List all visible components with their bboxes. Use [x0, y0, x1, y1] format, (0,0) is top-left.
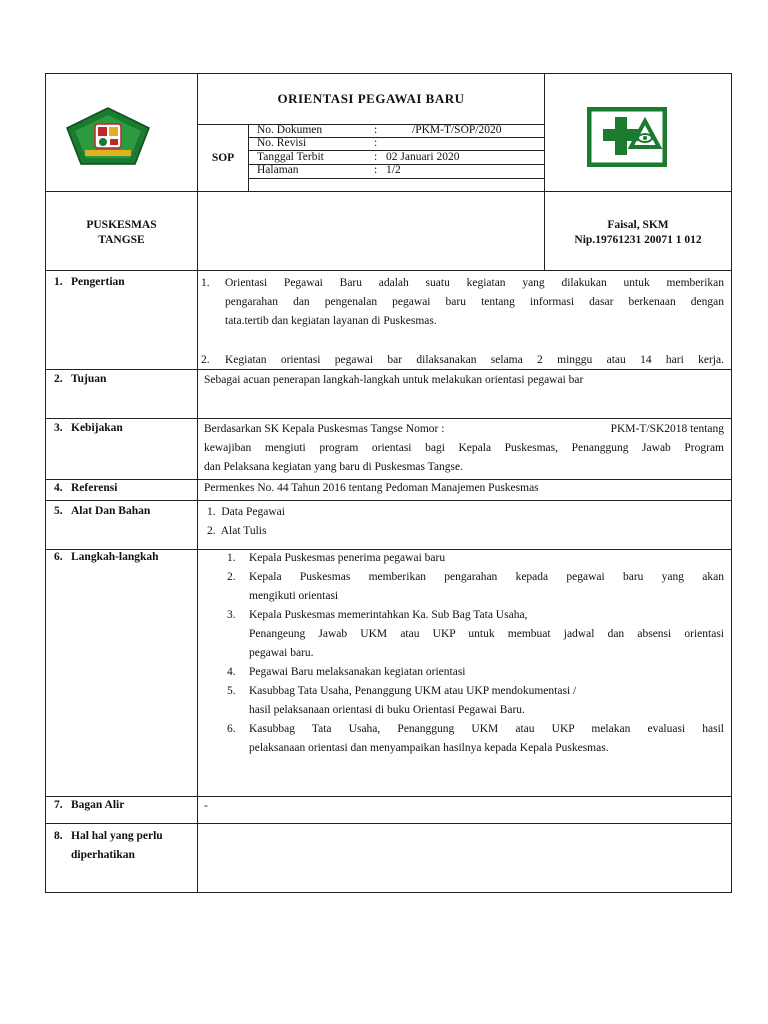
kebijakan-line3: dan Pelaksana kegiatan yang baru di Puskesmas Tangse. — [204, 461, 463, 473]
doc-value-halaman: 1/2 — [386, 164, 401, 176]
doc-sep: : — [374, 124, 378, 136]
list-item: 2. Alat Tulis — [207, 525, 267, 537]
puskesmas-green-cross-logo — [587, 107, 667, 167]
kebijakan-line1-end: PKM-T/SK2018 tentang — [610, 423, 724, 435]
list-item: 6. Kasubbag Tata Usaha, Penanggung UKM atau UKP melakan evaluasi hasil pelaksanaan orientasi dan menyampaikan hasilnya kepada Kepala Puskesmas. — [227, 723, 724, 754]
document-title: ORIENTASI PEGAWAI BARU — [277, 91, 465, 106]
organization-line2: TANGSE — [98, 234, 145, 246]
kebijakan-line1-start: Berdasarkan SK Kepala Puskesmas Tangse Nomor : — [204, 423, 445, 435]
list-item: 3. Kepala Puskesmas memerintahkan Ka. Sub Bag Tata Usaha, Penangeung Jawab UKM atau UKP untuk membuat jadwal dan absensi orientasi pegawai baru. — [227, 609, 724, 659]
list-item: 2. Kepala Puskesmas memberikan pengarahan kepada pegawai baru yang akan mengikuti orientasi — [227, 571, 724, 602]
doc-sep: : — [374, 151, 378, 163]
signer-name: Faisal, SKM — [607, 219, 669, 231]
list-item: 1. Kepala Puskesmas penerima pegawai baru — [227, 552, 446, 564]
section-label-pengertian: 1. Pengertian — [54, 276, 125, 288]
doc-label-no-dokumen: No. Dokumen — [257, 124, 323, 136]
alat-list — [207, 503, 507, 541]
referensi-text: Permenkes No. 44 Tahun 2016 tentang Pedoman Manajemen Puskesmas — [204, 482, 539, 494]
section-label-langkah: 6. Langkah-langkah — [54, 551, 159, 563]
doc-label-halaman: Halaman — [257, 164, 299, 176]
section-label-tujuan: 2. Tujuan — [54, 373, 107, 385]
bagan-alir-text: - — [204, 800, 208, 812]
list-item: 5. Kasubbag Tata Usaha, Penanggung UKM atau UKP mendokumentasi / hasil pelaksanaan orientasi di buku Orientasi Pegawai Baru. — [227, 685, 577, 716]
kebijakan-text — [204, 420, 724, 477]
langkah-list — [227, 549, 724, 758]
list-item: 1. Data Pegawai — [207, 506, 285, 518]
organization-line1: PUSKESMAS — [86, 219, 157, 231]
doc-sep: : — [374, 164, 378, 176]
list-item: 4. Pegawai Baru melaksanakan kegiatan orientasi — [227, 666, 466, 678]
signer-block — [545, 218, 731, 248]
pengertian-item-1: 1. Orientasi Pegawai Baru adalah suatu kegiatan yang dilakukan untuk memberikan pengarahan dan pengenalan pegawai baru tentang informasi dasar berkenaan dengan tata.tertib dan kegiatan layanan di Puskesmas. — [201, 277, 724, 327]
kebijakan-line2: kewajiban mengiuti program orientasi bagi Kepala Puskesmas, Penanggung Jawab Program — [204, 442, 724, 454]
section-label-referensi: 4. Referensi — [54, 482, 118, 494]
organization-name — [46, 218, 197, 248]
doc-label-no-revisi: No. Revisi — [257, 137, 307, 149]
section-label-bagan-alir: 7. Bagan Alir — [54, 799, 125, 811]
government-crest-logo — [63, 106, 153, 168]
doc-value-no-dokumen: /PKM-T/SOP/2020 — [412, 124, 502, 136]
doc-value-tanggal-terbit: 02 Januari 2020 — [386, 151, 460, 163]
section-label-kebijakan: 3. Kebijakan — [54, 422, 123, 434]
doc-label-tanggal-terbit: Tanggal Terbit — [257, 151, 324, 163]
doc-sep: : — [374, 137, 378, 149]
section-label-hal-perlu-diperhatikan: 8. Hal hal yang perlu diperhatikan — [54, 830, 163, 861]
tujuan-text: Sebagai acuan penerapan langkah-langkah untuk melakukan orientasi pegawai bar — [204, 374, 584, 386]
section-label-alat-dan-bahan: 5. Alat Dan Bahan — [54, 505, 151, 517]
signer-nip: Nip.19761231 20071 1 012 — [574, 234, 702, 246]
sop-label: SOP — [211, 152, 235, 164]
pengertian-item-2: 2. Kegiatan orientasi pegawai bar dilaksanakan selama 2 minggu atau 14 hari kerja. — [201, 354, 724, 366]
